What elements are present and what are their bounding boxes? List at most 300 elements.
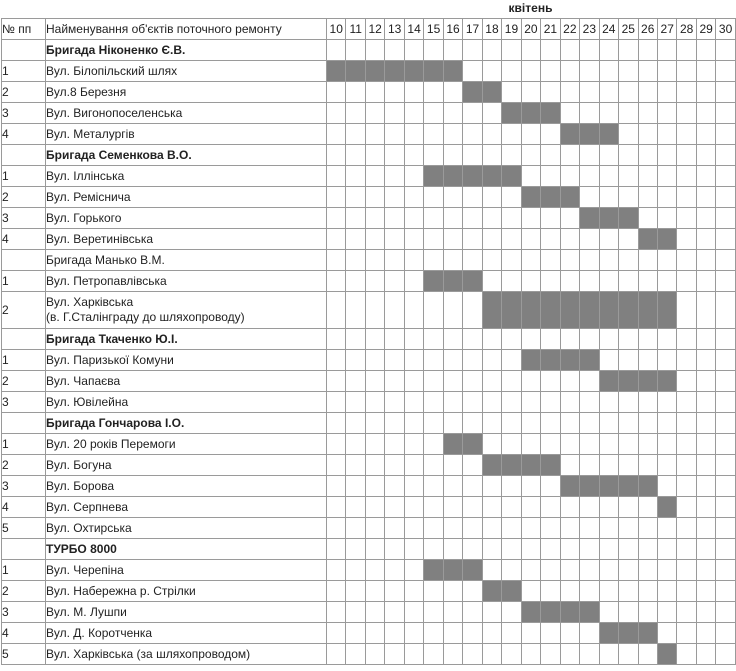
gantt-cell <box>560 82 579 103</box>
gantt-cell <box>443 329 462 350</box>
gantt-cell <box>346 124 365 145</box>
gantt-cell <box>541 61 560 82</box>
gantt-bar-cell <box>638 623 657 644</box>
gantt-cell <box>638 602 657 623</box>
gantt-cell <box>404 497 423 518</box>
gantt-cell <box>716 166 735 187</box>
gantt-cell <box>599 392 618 413</box>
day-header: 17 <box>463 19 482 40</box>
gantt-cell <box>424 497 443 518</box>
gantt-bar-cell <box>580 124 599 145</box>
task-row <box>2 560 736 581</box>
gantt-cell <box>580 434 599 455</box>
gantt-cell <box>716 539 735 560</box>
task-name-text: Вул. Петропавлівська <box>46 273 167 288</box>
gantt-cell <box>599 413 618 434</box>
gantt-cell <box>657 124 676 145</box>
gantt-cell <box>638 124 657 145</box>
gantt-cell <box>657 602 676 623</box>
row-number: 4 <box>2 497 46 518</box>
gantt-bar-cell <box>657 292 676 329</box>
gantt-cell <box>424 208 443 229</box>
gantt-cell <box>365 518 384 539</box>
task-name-text: Бригада Ніконенко Є.В. <box>46 42 186 57</box>
gantt-cell <box>385 82 404 103</box>
gantt-cell <box>482 208 501 229</box>
gantt-cell <box>677 61 696 82</box>
gantt-cell <box>443 208 462 229</box>
gantt-cell <box>404 413 423 434</box>
task-name-text: Бригада Манько В.М. <box>46 252 165 267</box>
gantt-cell <box>327 250 346 271</box>
gantt-cell <box>638 82 657 103</box>
gantt-bar-cell <box>521 455 540 476</box>
gantt-cell <box>696 208 715 229</box>
task-name <box>46 166 327 187</box>
gantt-cell <box>424 518 443 539</box>
gantt-cell <box>657 329 676 350</box>
gantt-cell <box>502 602 521 623</box>
gantt-cell <box>619 539 638 560</box>
gantt-cell <box>677 145 696 166</box>
gantt-bar-cell <box>327 61 346 82</box>
gantt-cell <box>580 392 599 413</box>
gantt-cell <box>327 124 346 145</box>
task-row <box>2 208 736 229</box>
gantt-cell <box>541 208 560 229</box>
gantt-cell <box>463 623 482 644</box>
gantt-bar-cell <box>482 292 501 329</box>
gantt-cell <box>327 623 346 644</box>
task-name-text: Вул. 20 років Перемоги <box>46 436 176 451</box>
gantt-cell <box>521 40 540 61</box>
gantt-cell <box>599 560 618 581</box>
gantt-cell <box>696 329 715 350</box>
gantt-cell <box>619 145 638 166</box>
gantt-cell <box>463 392 482 413</box>
gantt-cell <box>346 292 365 329</box>
schedule-table <box>1 18 736 665</box>
gantt-cell <box>619 455 638 476</box>
gantt-cell <box>463 350 482 371</box>
gantt-cell <box>716 644 735 665</box>
gantt-cell <box>482 229 501 250</box>
gantt-cell <box>385 560 404 581</box>
day-header: 13 <box>385 19 404 40</box>
gantt-bar-cell <box>560 476 579 497</box>
gantt-cell <box>327 371 346 392</box>
gantt-cell <box>619 124 638 145</box>
gantt-cell <box>424 476 443 497</box>
gantt-cell <box>404 292 423 329</box>
gantt-cell <box>365 166 384 187</box>
gantt-cell <box>521 497 540 518</box>
gantt-cell <box>599 539 618 560</box>
task-name-text: Вул. Харківська <box>46 295 134 309</box>
gantt-cell <box>716 292 735 329</box>
gantt-bar-cell <box>580 350 599 371</box>
task-name-text: Вул. Горького <box>46 210 122 225</box>
brigade-name <box>46 250 327 271</box>
gantt-cell <box>404 103 423 124</box>
gantt-cell <box>424 392 443 413</box>
gantt-cell <box>385 581 404 602</box>
gantt-bar-cell <box>560 187 579 208</box>
day-header: 16 <box>443 19 462 40</box>
gantt-cell <box>677 539 696 560</box>
gantt-cell <box>365 187 384 208</box>
gantt-cell <box>404 392 423 413</box>
row-number <box>2 329 46 350</box>
gantt-cell <box>327 208 346 229</box>
gantt-bar-cell <box>443 166 462 187</box>
gantt-bar-cell <box>346 61 365 82</box>
gantt-cell <box>541 166 560 187</box>
gantt-cell <box>696 350 715 371</box>
task-name-text: Вул. Черепіна <box>46 562 124 577</box>
gantt-bar-cell <box>638 371 657 392</box>
gantt-cell <box>580 560 599 581</box>
gantt-cell <box>638 644 657 665</box>
gantt-bar-cell <box>580 208 599 229</box>
gantt-bar-cell <box>463 82 482 103</box>
row-number <box>2 250 46 271</box>
gantt-cell <box>560 644 579 665</box>
gantt-cell <box>463 329 482 350</box>
gantt-bar-cell <box>657 497 676 518</box>
task-name-text: Вул.8 Березня <box>46 84 127 99</box>
gantt-cell <box>346 40 365 61</box>
gantt-cell <box>482 539 501 560</box>
gantt-cell <box>463 40 482 61</box>
row-number: 2 <box>2 371 46 392</box>
gantt-cell <box>560 518 579 539</box>
gantt-cell <box>502 40 521 61</box>
gantt-cell <box>443 103 462 124</box>
gantt-cell <box>657 413 676 434</box>
gantt-cell <box>404 602 423 623</box>
gantt-cell <box>365 124 384 145</box>
gantt-cell <box>404 145 423 166</box>
gantt-cell <box>521 61 540 82</box>
gantt-cell <box>521 124 540 145</box>
gantt-cell <box>580 82 599 103</box>
row-number: 3 <box>2 476 46 497</box>
gantt-cell <box>365 644 384 665</box>
gantt-cell <box>404 350 423 371</box>
task-row <box>2 602 736 623</box>
gantt-bar-cell <box>521 292 540 329</box>
gantt-cell <box>560 271 579 292</box>
gantt-bar-cell <box>580 292 599 329</box>
gantt-cell <box>657 539 676 560</box>
gantt-cell <box>599 187 618 208</box>
gantt-cell <box>424 413 443 434</box>
gantt-cell <box>346 455 365 476</box>
gantt-cell <box>521 271 540 292</box>
task-name <box>46 61 327 82</box>
gantt-cell <box>580 271 599 292</box>
gantt-cell <box>404 476 423 497</box>
gantt-cell <box>560 250 579 271</box>
gantt-cell <box>677 392 696 413</box>
gantt-cell <box>502 371 521 392</box>
gantt-cell <box>619 497 638 518</box>
gantt-cell <box>638 350 657 371</box>
gantt-cell <box>404 82 423 103</box>
gantt-bar-cell <box>541 455 560 476</box>
task-name-text: ТУРБО 8000 <box>46 541 117 556</box>
gantt-cell <box>385 103 404 124</box>
gantt-cell <box>696 187 715 208</box>
task-name <box>46 103 327 124</box>
gantt-cell <box>463 103 482 124</box>
gantt-cell <box>619 350 638 371</box>
gantt-cell <box>560 560 579 581</box>
gantt-bar-cell <box>443 434 462 455</box>
gantt-cell <box>716 82 735 103</box>
gantt-cell <box>443 250 462 271</box>
gantt-cell <box>346 250 365 271</box>
gantt-bar-cell <box>619 476 638 497</box>
gantt-cell <box>482 392 501 413</box>
row-number: 1 <box>2 560 46 581</box>
gantt-bar-cell <box>365 61 384 82</box>
gantt-cell <box>502 539 521 560</box>
gantt-cell <box>404 271 423 292</box>
gantt-cell <box>502 271 521 292</box>
gantt-bar-cell <box>404 61 423 82</box>
row-number: 2 <box>2 292 46 329</box>
gantt-cell <box>327 40 346 61</box>
day-header: 18 <box>482 19 501 40</box>
gantt-bar-cell <box>463 271 482 292</box>
task-name-text: Вул. Богуна <box>46 457 112 472</box>
gantt-cell <box>599 61 618 82</box>
task-name <box>46 350 327 371</box>
gantt-cell <box>619 644 638 665</box>
row-number <box>2 145 46 166</box>
gantt-bar-cell <box>560 292 579 329</box>
gantt-bar-cell <box>521 350 540 371</box>
gantt-cell <box>696 497 715 518</box>
gantt-cell <box>424 40 443 61</box>
gantt-cell <box>696 82 715 103</box>
gantt-cell <box>404 329 423 350</box>
gantt-cell <box>677 292 696 329</box>
gantt-cell <box>346 623 365 644</box>
gantt-cell <box>580 623 599 644</box>
task-name <box>46 476 327 497</box>
gantt-cell <box>521 250 540 271</box>
gantt-cell <box>327 292 346 329</box>
gantt-cell <box>502 250 521 271</box>
gantt-bar-cell <box>424 166 443 187</box>
gantt-cell <box>638 271 657 292</box>
task-name-text: Бригада Гончарова І.О. <box>46 415 185 430</box>
gantt-cell <box>404 371 423 392</box>
gantt-cell <box>580 250 599 271</box>
gantt-cell <box>521 145 540 166</box>
gantt-cell <box>327 560 346 581</box>
task-row <box>2 271 736 292</box>
gantt-bar-cell <box>560 350 579 371</box>
task-row <box>2 518 736 539</box>
task-row <box>2 350 736 371</box>
gantt-bar-cell <box>521 103 540 124</box>
gantt-cell <box>327 350 346 371</box>
gantt-cell <box>463 208 482 229</box>
gantt-cell <box>716 476 735 497</box>
gantt-cell <box>424 250 443 271</box>
gantt-cell <box>541 124 560 145</box>
row-number: 4 <box>2 124 46 145</box>
gantt-cell <box>365 392 384 413</box>
gantt-cell <box>677 229 696 250</box>
gantt-cell <box>560 61 579 82</box>
gantt-cell <box>657 82 676 103</box>
gantt-bar-cell <box>385 61 404 82</box>
task-name-text: Бригада Ткаченко Ю.І. <box>46 331 178 346</box>
gantt-cell <box>443 413 462 434</box>
gantt-cell <box>443 371 462 392</box>
gantt-cell <box>443 518 462 539</box>
gantt-cell <box>580 371 599 392</box>
gantt-cell <box>716 208 735 229</box>
day-header: 26 <box>638 19 657 40</box>
gantt-bar-cell <box>657 644 676 665</box>
gantt-bar-cell <box>424 271 443 292</box>
gantt-cell <box>365 82 384 103</box>
gantt-cell <box>716 250 735 271</box>
gantt-cell <box>443 187 462 208</box>
gantt-cell <box>424 581 443 602</box>
gantt-cell <box>677 518 696 539</box>
gantt-cell <box>482 145 501 166</box>
gantt-cell <box>385 455 404 476</box>
gantt-cell <box>502 434 521 455</box>
gantt-cell <box>541 271 560 292</box>
gantt-cell <box>677 644 696 665</box>
gantt-cell <box>696 229 715 250</box>
gantt-cell <box>346 560 365 581</box>
gantt-cell <box>346 602 365 623</box>
gantt-bar-cell <box>443 271 462 292</box>
gantt-cell <box>638 208 657 229</box>
gantt-cell <box>463 644 482 665</box>
day-header: 14 <box>404 19 423 40</box>
gantt-cell <box>327 82 346 103</box>
gantt-cell <box>696 602 715 623</box>
gantt-cell <box>521 476 540 497</box>
task-name <box>46 581 327 602</box>
gantt-cell <box>696 413 715 434</box>
gantt-cell <box>716 602 735 623</box>
task-name <box>46 229 327 250</box>
task-name <box>46 602 327 623</box>
gantt-cell <box>404 208 423 229</box>
gantt-cell <box>424 644 443 665</box>
brigade-name <box>46 539 327 560</box>
gantt-cell <box>404 518 423 539</box>
gantt-cell <box>365 145 384 166</box>
gantt-cell <box>580 40 599 61</box>
gantt-bar-cell <box>599 371 618 392</box>
gantt-cell <box>385 413 404 434</box>
gantt-cell <box>346 392 365 413</box>
gantt-bar-cell <box>502 103 521 124</box>
gantt-bar-cell <box>541 350 560 371</box>
header-row <box>2 19 736 40</box>
gantt-cell <box>365 208 384 229</box>
task-name-text: Вул. Набережна р. Стрілки <box>46 583 196 598</box>
task-name <box>46 392 327 413</box>
task-name <box>46 644 327 665</box>
gantt-cell <box>619 602 638 623</box>
gantt-cell <box>463 371 482 392</box>
task-row <box>2 434 736 455</box>
gantt-cell <box>404 644 423 665</box>
gantt-cell <box>696 581 715 602</box>
gantt-cell <box>599 455 618 476</box>
task-name <box>46 292 327 329</box>
gantt-cell <box>521 208 540 229</box>
task-name-text: Бригада Семенкова В.О. <box>46 147 192 162</box>
gantt-cell <box>696 539 715 560</box>
gantt-cell <box>677 371 696 392</box>
gantt-cell <box>424 329 443 350</box>
gantt-bar-cell <box>541 602 560 623</box>
row-number: 2 <box>2 82 46 103</box>
gantt-cell <box>541 581 560 602</box>
gantt-cell <box>463 476 482 497</box>
gantt-bar-cell <box>657 229 676 250</box>
gantt-cell <box>638 539 657 560</box>
gantt-cell <box>463 518 482 539</box>
task-name <box>46 623 327 644</box>
task-name <box>46 271 327 292</box>
gantt-cell <box>619 40 638 61</box>
day-header: 15 <box>424 19 443 40</box>
gantt-cell <box>424 350 443 371</box>
day-header: 19 <box>502 19 521 40</box>
gantt-cell <box>385 208 404 229</box>
gantt-bar-cell <box>638 476 657 497</box>
gantt-cell <box>443 623 462 644</box>
gantt-cell <box>580 497 599 518</box>
gantt-cell <box>599 229 618 250</box>
gantt-bar-cell <box>560 124 579 145</box>
brigade-row <box>2 250 736 271</box>
gantt-cell <box>619 329 638 350</box>
gantt-cell <box>716 518 735 539</box>
row-number: 4 <box>2 229 46 250</box>
gantt-cell <box>482 602 501 623</box>
gantt-cell <box>463 539 482 560</box>
gantt-cell <box>327 497 346 518</box>
gantt-cell <box>502 350 521 371</box>
gantt-cell <box>677 350 696 371</box>
gantt-cell <box>365 539 384 560</box>
gantt-cell <box>327 602 346 623</box>
gantt-cell <box>677 187 696 208</box>
gantt-cell <box>346 581 365 602</box>
gantt-cell <box>580 187 599 208</box>
gantt-cell <box>580 518 599 539</box>
gantt-cell <box>716 560 735 581</box>
gantt-cell <box>677 413 696 434</box>
gantt-bar-cell <box>502 292 521 329</box>
